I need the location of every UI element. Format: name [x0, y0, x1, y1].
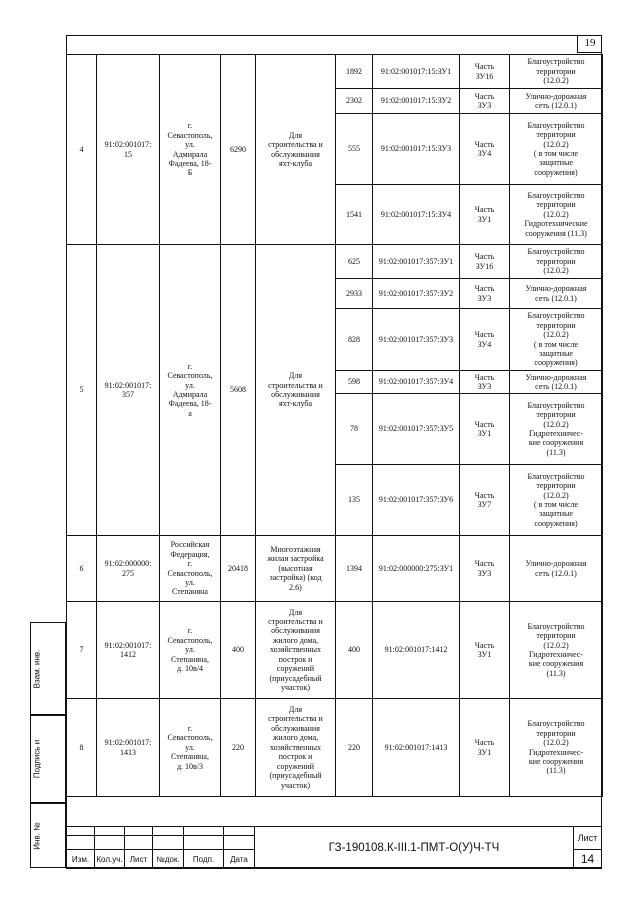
permitted-use: Для строительства и обслуживания жилого дома, хозяйственных построк и соружений (приусадебный участок) [256, 602, 336, 699]
part-of-zone: Часть ЗУ3 [460, 89, 510, 114]
address: г. Севастополь, ул. Адмирала Фадеева, 18- а [160, 245, 221, 536]
part-area: 555 [336, 114, 373, 185]
part-use: Благоустройство территории (12.0.2) ( в том числе защитные сооружения) [510, 114, 603, 185]
part-of-zone: Часть ЗУ1 [460, 699, 510, 797]
cadastral-number: 91:02:001017: 357 [97, 245, 160, 536]
address: г. Севастополь, ул. Степаняна, д. 10в/3 [160, 699, 221, 797]
side-label-inv: Инв. № [32, 821, 42, 850]
part-use: Улично-дорожная сеть (12.0.1) [510, 371, 603, 394]
part-of-zone: Часть ЗУ4 [460, 114, 510, 185]
title-block [66, 826, 602, 869]
part-number: 91:02:001017:1413 [373, 699, 460, 797]
part-number: 91:02:000000:275:ЗУ1 [373, 536, 460, 602]
part-use: Благоустройство территории (12.0.2) Гидротехничес- кие сооружения (11.3) [510, 699, 603, 797]
row-number: 5 [67, 245, 97, 536]
table-row [67, 536, 603, 602]
stamp-col-koluch: Кол.уч. [95, 850, 125, 869]
land-plots-table [66, 54, 603, 797]
part-number: 91:02:001017:357:ЗУ5 [373, 394, 460, 465]
part-use: Благоустройство территории (12.0.2) ( в том числе защитные сооружения) [510, 309, 603, 371]
side-label-vzam: Взам. инв. [32, 649, 42, 688]
part-use: Улично-дорожная сеть (12.0.1) [510, 89, 603, 114]
part-area: 598 [336, 371, 373, 394]
part-area: 2302 [336, 89, 373, 114]
stamp-col-izm: Изм. [67, 850, 95, 869]
stamp-col-podp: Подп. [184, 850, 224, 869]
plot-area: 220 [221, 699, 256, 797]
part-area: 828 [336, 309, 373, 371]
part-use: Благоустройство территории (12.0.2) [510, 55, 603, 89]
part-of-zone: Часть ЗУ1 [460, 394, 510, 465]
part-number: 91:02:001017:15:ЗУ1 [373, 55, 460, 89]
part-number: 91:02:001017:357:ЗУ6 [373, 465, 460, 536]
part-area: 135 [336, 465, 373, 536]
part-area: 1541 [336, 185, 373, 245]
plot-area: 400 [221, 602, 256, 699]
table-row [67, 245, 603, 279]
part-of-zone: Часть ЗУ7 [460, 465, 510, 536]
part-number: 91:02:001017:15:ЗУ4 [373, 185, 460, 245]
permitted-use: Для строительства и обслуживания яхт-клуба [256, 55, 336, 245]
part-of-zone: Часть ЗУ3 [460, 371, 510, 394]
part-number: 91:02:001017:15:ЗУ2 [373, 89, 460, 114]
part-number: 91:02:001017:357:ЗУ1 [373, 245, 460, 279]
stamp-col-list: Лист [125, 850, 153, 869]
cadastral-number: 91:02:001017: 1413 [97, 699, 160, 797]
part-use: Благоустройство территории (12.0.2) ( в том числе защитные сооружения) [510, 465, 603, 536]
part-of-zone: Часть ЗУ4 [460, 309, 510, 371]
permitted-use: Многоэтажная жилая застройка (высотная застройка) (код 2.6) [256, 536, 336, 602]
part-area: 625 [336, 245, 373, 279]
document-code: ГЗ-190108.К-III.1-ПМТ-О(У)Ч-ТЧ [255, 827, 574, 869]
part-of-zone: Часть ЗУ16 [460, 245, 510, 279]
plot-area: 20418 [221, 536, 256, 602]
address: г. Севастополь, ул. Степаняна, д. 10в/4 [160, 602, 221, 699]
permitted-use: Для строительства и обслуживания яхт-клуба [256, 245, 336, 536]
stamp-col-data: Дата [224, 850, 255, 869]
table-row [67, 55, 603, 89]
row-number: 4 [67, 55, 97, 245]
cadastral-number: 91:02:001017: 1412 [97, 602, 160, 699]
part-of-zone: Часть ЗУ1 [460, 185, 510, 245]
row-number: 7 [67, 602, 97, 699]
part-number: 91:02:001017:1412 [373, 602, 460, 699]
part-of-zone: Часть ЗУ16 [460, 55, 510, 89]
part-area: 78 [336, 394, 373, 465]
sheet-label: Лист [574, 827, 602, 850]
part-number: 91:02:001017:357:ЗУ4 [373, 371, 460, 394]
plot-area: 6290 [221, 55, 256, 245]
row-number: 6 [67, 536, 97, 602]
part-area: 2933 [336, 279, 373, 309]
sheet-number: 14 [574, 850, 602, 869]
part-use: Благоустройство территории (12.0.2) Гидротехничес- кие сооружения (11.3) [510, 602, 603, 699]
part-use: Благоустройство территории (12.0.2) [510, 245, 603, 279]
stamp-col-ndok: №док. [153, 850, 184, 869]
row-number: 8 [67, 699, 97, 797]
part-use: Улично-дорожная сеть (12.0.1) [510, 536, 603, 602]
address: г. Севастополь, ул. Адмирала Фадеева, 18- Б [160, 55, 221, 245]
cadastral-number: 91:02:001017: 15 [97, 55, 160, 245]
table-row [67, 699, 603, 797]
part-of-zone: Часть ЗУ3 [460, 536, 510, 602]
table-row [67, 602, 603, 699]
part-number: 91:02:001017:357:ЗУ2 [373, 279, 460, 309]
part-area: 400 [336, 602, 373, 699]
part-of-zone: Часть ЗУ3 [460, 279, 510, 309]
permitted-use: Для строительства и обслуживания жилого дома, хозяйственных построк и соружений (приусадебный участок) [256, 699, 336, 797]
page-number: 19 [577, 35, 602, 53]
side-label-podpis: Подпись и [32, 739, 42, 779]
part-number: 91:02:001017:357:ЗУ3 [373, 309, 460, 371]
part-area: 1892 [336, 55, 373, 89]
part-use: Благоустройство территории (12.0.2) Гидротехничес- кие сооружения (11.3) [510, 394, 603, 465]
cadastral-number: 91:02:000000: 275 [97, 536, 160, 602]
part-area: 1394 [336, 536, 373, 602]
plot-area: 5608 [221, 245, 256, 536]
part-of-zone: Часть ЗУ1 [460, 602, 510, 699]
part-number: 91:02:001017:15:ЗУ3 [373, 114, 460, 185]
part-use: Благоустройство территории (12.0.2) Гидротехнические сооружения (11.3) [510, 185, 603, 245]
address: Российская Федерация, г. Севастополь, ул. Степаняна [160, 536, 221, 602]
part-area: 220 [336, 699, 373, 797]
part-use: Улично-дорожная сеть (12.0.1) [510, 279, 603, 309]
